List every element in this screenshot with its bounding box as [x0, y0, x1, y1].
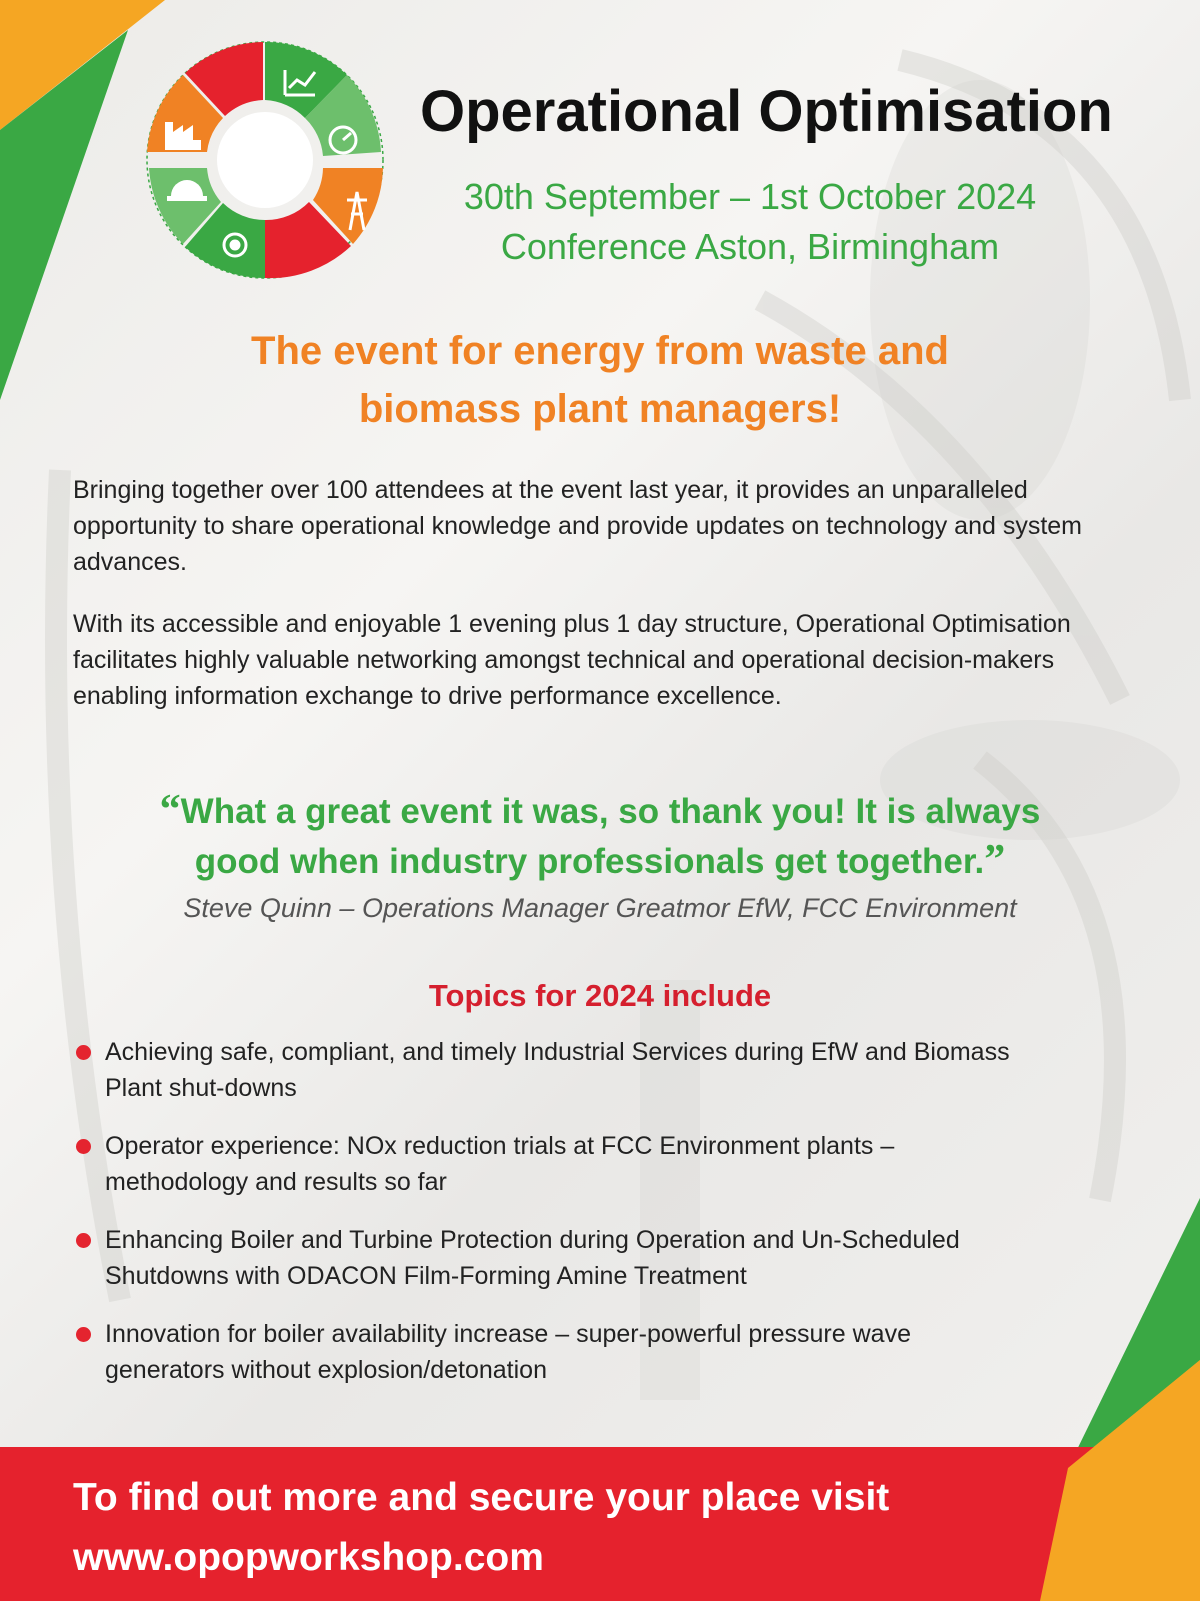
list-item — [73, 1222, 1133, 1294]
topics-list — [73, 1034, 1133, 1410]
topic-line-2: Plant shut-downs — [105, 1074, 297, 1102]
quote-attribution: Steve Quinn – Operations Manager Greatmor EfW, FCC Environment — [183, 893, 1017, 923]
list-item — [73, 1128, 1133, 1200]
footer-cta — [73, 1468, 1073, 1588]
close-quote-mark: ” — [984, 837, 1006, 883]
structure-paragraph: With its accessible and enjoyable 1 evening plus 1 day structure, Operational Optimisation facilitates highly valuable networking amongst technical and operational decision-makers enabling information exchange to drive performance excellence. — [73, 610, 1071, 710]
list-item — [73, 1316, 1133, 1388]
website-link[interactable]: www.opopworkshop.com — [73, 1536, 544, 1579]
bullet-icon — [76, 1045, 91, 1060]
topic-line-1: Operator experience: NOx reduction trials at FCC Environment plants – — [105, 1132, 895, 1160]
tagline-line-1: The event for energy from waste and — [251, 329, 949, 373]
event-dates: 30th September – 1st October 2024 — [463, 176, 1037, 217]
event-date-venue — [430, 172, 1070, 272]
list-item — [73, 1034, 1133, 1106]
footer-cta-line: To find out more and secure your place visit — [73, 1476, 890, 1519]
event-title: Operational Optimisation — [420, 79, 1113, 144]
tagline-line-2: biomass plant managers! — [358, 387, 842, 431]
intro-paragraph: Bringing together over 100 attendees at the event last year, it provides an unparalleled opportunity to share operational knowledge and provide updates on technology and system advances. — [73, 476, 1083, 576]
topics-heading: Topics for 2024 include — [428, 978, 772, 1013]
quote-line-1 — [60, 786, 1140, 836]
quote-text-1: What a great event it was, so thank you! It is always — [180, 792, 1041, 831]
topic-line-1: Achieving safe, compliant, and timely Industrial Services during EfW and Biomass — [105, 1038, 1010, 1066]
topic-line-2: generators without explosion/detonation — [105, 1356, 547, 1384]
topic-line-1: Innovation for boiler availability increase – super-powerful pressure wave — [105, 1320, 911, 1348]
testimonial-quote — [60, 786, 1140, 886]
bullet-icon — [76, 1327, 91, 1342]
bullet-icon — [76, 1139, 91, 1154]
open-quote-mark: “ — [159, 787, 181, 833]
event-logo — [125, 40, 415, 295]
quote-line-2 — [60, 836, 1140, 886]
event-venue: Conference Aston, Birmingham — [500, 226, 1000, 267]
topic-line-1: Enhancing Boiler and Turbine Protection during Operation and Un-Scheduled — [105, 1226, 960, 1254]
quote-text-2: good when industry professionals get together. — [194, 842, 985, 881]
topic-line-2: methodology and results so far — [105, 1168, 447, 1196]
topic-line-2: Shutdowns with ODACON Film-Forming Amine Treatment — [105, 1262, 747, 1290]
bullet-icon — [76, 1233, 91, 1248]
tagline — [60, 322, 1140, 438]
